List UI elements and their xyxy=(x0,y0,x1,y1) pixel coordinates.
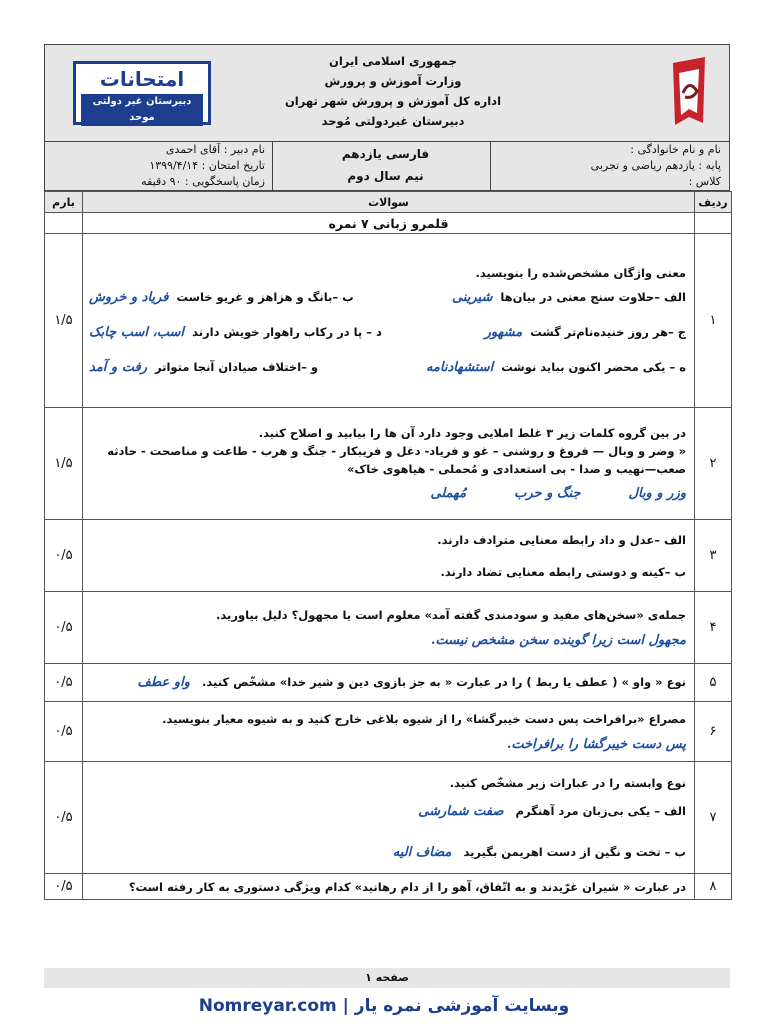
teacher-name: نام دبیر : آقای احمدی xyxy=(165,143,265,156)
q7-a-answer: صفت شمارشی xyxy=(418,803,504,819)
header-lines xyxy=(275,51,511,131)
header-line-1: جمهوری اسلامی ایران xyxy=(329,54,457,68)
q1-e-answer: استشهادنامه xyxy=(425,360,494,375)
q1-a-text: الف –حلاوت سنج معنی در بیان‌ها xyxy=(500,290,686,304)
q3-b-text: ب –کینه و دوستی رابطه معنایی تضاد دارند. xyxy=(440,564,686,579)
exam-duration: زمان پاسخگویی : ۹۰ دقیقه xyxy=(141,175,265,188)
q7-b-answer: مضاف الیه xyxy=(392,844,452,860)
exam-meta xyxy=(45,142,275,190)
grade-label: پایه : یازدهم ریاضی و تجربی xyxy=(590,159,721,172)
question-row-6 xyxy=(45,702,732,762)
header-line-4: دبیرستان غیردولتی مُوحد xyxy=(321,114,465,128)
question-score: ۰/۵ xyxy=(45,664,83,702)
question-row-2 xyxy=(45,408,732,520)
question-text: در بین گروه کلمات زیر ۳ غلط املایی وجود دارد آن ها را بیابید و اصلاح کنید. xyxy=(258,426,686,440)
q3-a-text: الف –عدل و داد رابطه معنایی مترادف دارند. xyxy=(437,532,686,547)
q7-a-text: الف – یکی بی‌زبان مرد آهنگرم xyxy=(515,803,686,818)
student-info xyxy=(490,142,729,190)
question-number: ۶ xyxy=(695,702,732,762)
col-header-questions: سوالات xyxy=(83,192,695,213)
question-number: ۷ xyxy=(695,762,732,874)
question-number: ۵ xyxy=(695,664,732,702)
exam-date: تاریخ امتحان : ۱۳۹۹/۴/۱۴ xyxy=(149,159,265,172)
question-body xyxy=(83,234,695,408)
exam-header xyxy=(44,44,730,142)
q2-line-1: « وضر و وبال — فروغ و روشنی – غو و فریاد- دغل و فریبکار - جنگ و هرب - طاعت و مناصحت - حادثه xyxy=(107,444,686,458)
question-body xyxy=(83,664,695,702)
question-body xyxy=(83,702,695,762)
questions-table xyxy=(44,191,732,900)
section-row xyxy=(45,213,732,234)
question-body xyxy=(83,874,695,900)
q1-b-text: ب –بانگ و هزاهز و غریو خاست xyxy=(176,290,354,304)
q1-c-text: ج –هر روز خنیده‌نام‌تر گشت xyxy=(530,325,686,339)
question-score: ۱/۵ xyxy=(45,408,83,520)
q1-d-answer: اسب، اسب چابک xyxy=(89,325,185,340)
exam-info xyxy=(44,142,730,191)
question-text: نوع وابسته را در عبارات زیر مشخّص کنید. xyxy=(449,775,686,790)
question-number: ۸ xyxy=(695,874,732,900)
stamp-title: امتحانات xyxy=(99,67,185,91)
question-number: ۲ xyxy=(695,408,732,520)
q7-b-text: ب – تخت و نگین از دست اهریمن بگیرید xyxy=(463,844,686,859)
question-text: مصراع «برافراخت پس دست خیبرگشا» را از شیوه بلاغی خارج کنید و به شیوه معیار بنویسید. xyxy=(162,711,686,726)
website-banner[interactable]: Nomreyar.com | وبسایت آموزشی نمره یار xyxy=(198,996,570,1016)
header-line-3: اداره کل آموزش و پرورش شهر تهران xyxy=(284,94,502,108)
student-name-label: نام و نام خانوادگی : xyxy=(630,143,721,156)
question-row-8 xyxy=(45,874,732,900)
class-label: کلاس : xyxy=(688,175,721,188)
question-body xyxy=(83,520,695,592)
q5-answer: واو عطف xyxy=(137,675,190,690)
q1-f-answer: رفت و آمد xyxy=(89,360,147,375)
q2-answer-3: مُهملی xyxy=(430,486,467,501)
q1-c-answer: مشهور xyxy=(484,325,523,340)
q2-answer-2: جنگ و حرب xyxy=(514,486,581,501)
subject-title: فارسی یازدهم xyxy=(341,147,430,161)
question-row-1 xyxy=(45,234,732,408)
question-text: در عبارت « شیران غرّیدند و به اتّفاق، آهو را از دام رهانید» کدام ویژگی دستوری به کار رفته است؟ xyxy=(128,879,686,894)
question-number: ۴ xyxy=(695,592,732,664)
q1-a-answer: شیرینی xyxy=(451,290,493,305)
question-row-7 xyxy=(45,762,732,874)
question-text: نوع « واو » ( عطف یا ربط ) را در عبارت « به جز بازوی دین و شیر خدا» مشخّص کنید. xyxy=(201,675,686,689)
school-stamp xyxy=(73,61,211,125)
exam-sheet xyxy=(44,44,730,900)
question-score: ۰/۵ xyxy=(45,762,83,874)
question-body xyxy=(83,408,695,520)
question-score: ۰/۵ xyxy=(45,520,83,592)
stamp-subtitle: دبیرستان غیر دولتی موحد xyxy=(81,94,203,126)
term-title: نیم سال دوم xyxy=(347,169,424,183)
question-text: معنی واژگان مشخص‌شده را بنویسید. xyxy=(475,266,686,280)
q4-answer: مجهول است زیرا گوینده سخن مشخص نیست. xyxy=(430,632,686,648)
question-score: ۰/۵ xyxy=(45,702,83,762)
q2-answer-1: وزر و وبال xyxy=(628,486,686,501)
question-number: ۳ xyxy=(695,520,732,592)
page-number: صفحه ۱ xyxy=(44,968,730,988)
col-header-score: بارم xyxy=(45,192,83,213)
q2-line-2: صعب—نهیب و صدا - بی استعدادی و مُحملی - هیاهوی خاک» xyxy=(346,462,686,476)
question-row-5 xyxy=(45,664,732,702)
question-score: ۰/۵ xyxy=(45,592,83,664)
question-body xyxy=(83,592,695,664)
question-row-3 xyxy=(45,520,732,592)
question-number: ۱ xyxy=(695,234,732,408)
question-body xyxy=(83,762,695,874)
question-row-4 xyxy=(45,592,732,664)
q1-f-text: و –اختلاف صیادان آنجا متواتر xyxy=(155,360,319,374)
q1-b-answer: فریاد و خروش xyxy=(89,290,169,305)
section-title: قلمرو زبانی ۷ نمره xyxy=(83,213,695,234)
q6-answer: پس دست خیبرگشا را برافراخت. xyxy=(506,736,686,752)
subject-info xyxy=(272,142,498,190)
question-score: ۱/۵ xyxy=(45,234,83,408)
question-text: جمله‌ی «سخن‌های مفید و سودمندی گفته آمد» معلوم است یا مجهول؟ دلیل بیاورید. xyxy=(216,607,686,622)
col-header-row: ردیف xyxy=(695,192,732,213)
q1-d-text: د – پا در رکاب راهوار خویش دارند xyxy=(192,325,382,339)
q1-e-text: ه – یکی محضر اکنون بباید نوشت xyxy=(501,360,686,374)
question-score: ۰/۵ xyxy=(45,874,83,900)
table-header-row xyxy=(45,192,732,213)
school-logo-icon xyxy=(663,53,715,133)
header-line-2: وزارت آموزش و پرورش xyxy=(324,74,462,88)
